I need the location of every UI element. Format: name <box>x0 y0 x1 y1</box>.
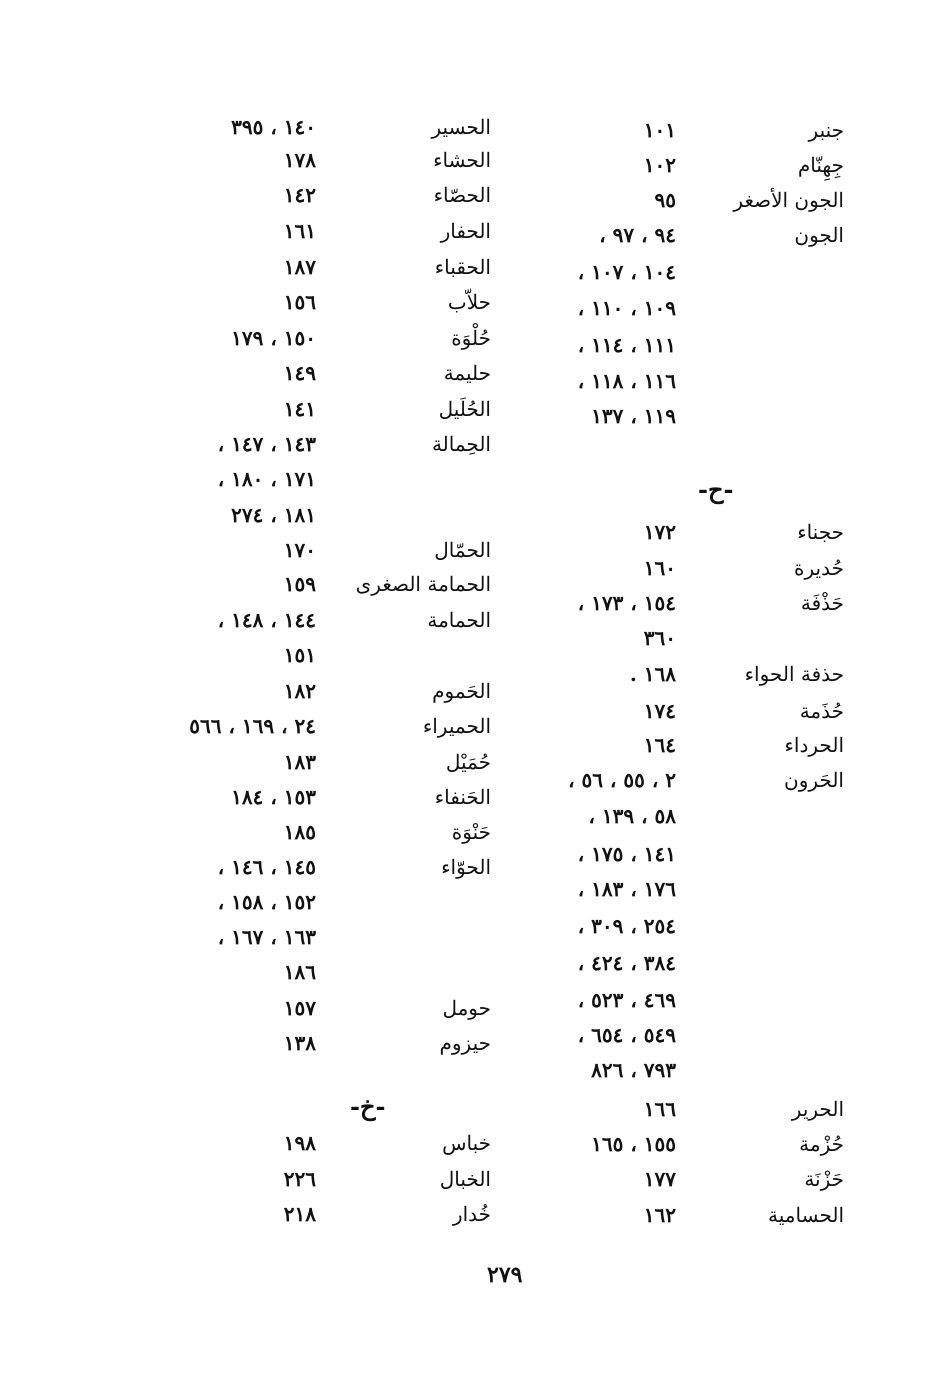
entry-name: خباس <box>442 1131 491 1155</box>
entry-page-refs: ٢ ، ٥٥ ، ٥٦ ، <box>568 768 676 792</box>
entry-page-refs: ١٤٠ ، ٣٩٥ <box>231 115 316 139</box>
entry-name: الحَنفاء <box>434 785 491 809</box>
entry-page-refs: ١٥٠ ، ١٧٩ <box>231 326 316 350</box>
entry-page-refs: ٥٨ ، ١٣٩ ، <box>588 804 676 828</box>
entry-page-refs: ١٦١ <box>283 219 316 243</box>
entry-page-refs: ١٨١ ، ٢٧٤ <box>231 503 316 527</box>
entry-page-refs: ١٥٤ ، ١٧٣ ، <box>577 591 676 615</box>
entry-page-refs: ١٦٠ <box>643 556 676 580</box>
entry-name: الحمامة الصغرى <box>355 572 491 596</box>
entry-name: الحصّاء <box>433 183 491 207</box>
entry-page-refs: ٢٤ ، ١٦٩ ، ٥٦٦ <box>189 714 316 738</box>
entry-page-refs: ٣٦٠ <box>643 626 676 650</box>
entry-name: الحسير <box>431 115 491 139</box>
entry-page-refs: ١٤٩ <box>283 361 316 385</box>
entry-name: الحِمالة <box>431 432 491 456</box>
entry-page-refs: ١٧٦ ، ١٨٣ ، <box>577 877 676 901</box>
entry-page-refs: ١٦٢ <box>643 1203 676 1227</box>
entry-name: الحرداء <box>784 733 844 757</box>
entry-page-refs: ١٧٨ <box>283 148 316 172</box>
entry-page-refs: ١٤٤ ، ١٤٨ ، <box>217 608 316 632</box>
entry-name: حُديرة <box>794 556 844 580</box>
entry-name: جنبر <box>808 118 844 142</box>
section-letter-header: -ح- <box>698 475 734 504</box>
entry-page-refs: ٥٤٩ ، ٦٥٤ ، <box>577 1023 676 1047</box>
entry-page-refs: ٢٥٤ ، ٣٠٩ ، <box>577 914 676 938</box>
entry-name: حُزْمة <box>799 1132 844 1156</box>
entry-name: حَزْنَة <box>804 1167 844 1191</box>
entry-name: حلاّب <box>447 290 491 314</box>
entry-page-refs: ١٧٤ <box>643 699 676 723</box>
page-number: ٢٧٩ <box>487 1262 523 1288</box>
entry-page-refs: ١٤١ ، ١٧٥ ، <box>577 842 676 866</box>
entry-page-refs: ١٥٩ <box>283 572 316 596</box>
entry-page-refs: ١٤٥ ، ١٤٦ ، <box>217 855 316 879</box>
entry-page-refs: ٩٤ ، ٩٧ ، <box>599 223 676 247</box>
entry-page-refs: ٩٥ <box>654 188 676 212</box>
entry-name: الحشاء <box>433 148 491 172</box>
entry-name: الجون <box>794 223 844 247</box>
entry-page-refs: ١٤٣ ، ١٤٧ ، <box>217 432 316 456</box>
entry-name: الحسامية <box>768 1203 844 1227</box>
entry-name: الخبال <box>439 1167 491 1191</box>
entry-name: الحَموم <box>432 679 491 703</box>
entry-page-refs: ١٨٥ <box>283 820 316 844</box>
entry-name: حَذْفَة <box>800 591 844 615</box>
entry-page-refs: ١٠١ <box>643 118 676 142</box>
entry-page-refs: ١٤٢ <box>283 183 316 207</box>
entry-page-refs: ١٧١ ، ١٨٠ ، <box>217 467 316 491</box>
entry-page-refs: ١٣٨ <box>283 1031 316 1055</box>
entry-page-refs: ١٥٢ ، ١٥٨ ، <box>217 890 316 914</box>
entry-page-refs: ١٦٤ <box>643 733 676 757</box>
entry-name: حذفة الحواء <box>744 662 844 686</box>
entry-page-refs: ١٦٣ ، ١٦٧ ، <box>217 925 316 949</box>
entry-name: جِهِنّام <box>797 153 844 177</box>
entry-page-refs: ١٥٦ <box>283 290 316 314</box>
entry-page-refs: ١٨٢ <box>283 679 316 703</box>
entry-name: الحُلَيل <box>438 397 491 421</box>
entry-page-refs: ١٤١ <box>283 397 316 421</box>
entry-page-refs: ١٠٤ ، ١٠٧ ، <box>577 260 676 284</box>
entry-page-refs: ١٨٧ <box>283 255 316 279</box>
section-letter-header: -خ- <box>350 1092 386 1121</box>
entry-name: حيزوم <box>439 1031 491 1055</box>
entry-name: الحَرون <box>784 768 844 792</box>
entry-page-refs: ١٠٩ ، ١١٠ ، <box>577 296 676 320</box>
entry-name: حليمة <box>443 361 491 385</box>
entry-page-refs: ٣٨٤ ، ٤٢٤ ، <box>577 951 676 975</box>
entry-page-refs: ١١٦ ، ١١٨ ، <box>577 369 676 393</box>
entry-name: الحمّال <box>434 538 491 562</box>
entry-page-refs: ١٥١ <box>283 643 316 667</box>
entry-name: الحفار <box>440 219 491 243</box>
entry-name: خُدار <box>452 1202 491 1226</box>
entry-page-refs: ٢١٨ <box>283 1202 316 1226</box>
entry-page-refs: ١٨٣ <box>283 750 316 774</box>
entry-name: الحميراء <box>422 714 491 738</box>
entry-page-refs: ١٩٨ <box>283 1131 316 1155</box>
entry-name: حَنْوَة <box>451 820 491 844</box>
entry-page-refs: ١٧٧ <box>643 1167 676 1191</box>
entry-page-refs: ١١١ ، ١١٤ ، <box>577 333 676 357</box>
entry-page-refs: ١١٩ ، ١٣٧ <box>591 404 676 428</box>
entry-page-refs: ٤٦٩ ، ٥٢٣ ، <box>577 988 676 1012</box>
entry-name: الحقباء <box>434 255 491 279</box>
entry-name: الحوّاء <box>441 855 491 879</box>
entry-page-refs: ١٨٦ <box>283 960 316 984</box>
entry-name: حُمَيْل <box>445 750 491 774</box>
entry-page-refs: ١٠٢ <box>643 153 676 177</box>
entry-name: الحرير <box>791 1097 844 1121</box>
entry-name: حومل <box>442 996 491 1020</box>
entry-page-refs: ١٧٢ <box>643 520 676 544</box>
entry-page-refs: ١٦٨ . <box>629 662 676 686</box>
entry-page-refs: ١٥٥ ، ١٦٥ <box>591 1132 676 1156</box>
entry-page-refs: ٧٩٣ ، ٨٢٦ <box>591 1058 676 1082</box>
entry-page-refs: ١٧٠ <box>283 538 316 562</box>
entry-name: حُذَمة <box>799 699 844 723</box>
entry-page-refs: ١٥٣ ، ١٨٤ <box>231 785 316 809</box>
entry-name: حُلْوَة <box>451 326 491 350</box>
entry-page-refs: ١٦٦ <box>643 1097 676 1121</box>
entry-name: الحمامة <box>427 608 491 632</box>
entry-name: حجناء <box>797 520 844 544</box>
entry-page-refs: ٢٢٦ <box>283 1167 316 1191</box>
entry-name: الجون الأصغر <box>733 188 844 212</box>
entry-page-refs: ١٥٧ <box>283 996 316 1020</box>
